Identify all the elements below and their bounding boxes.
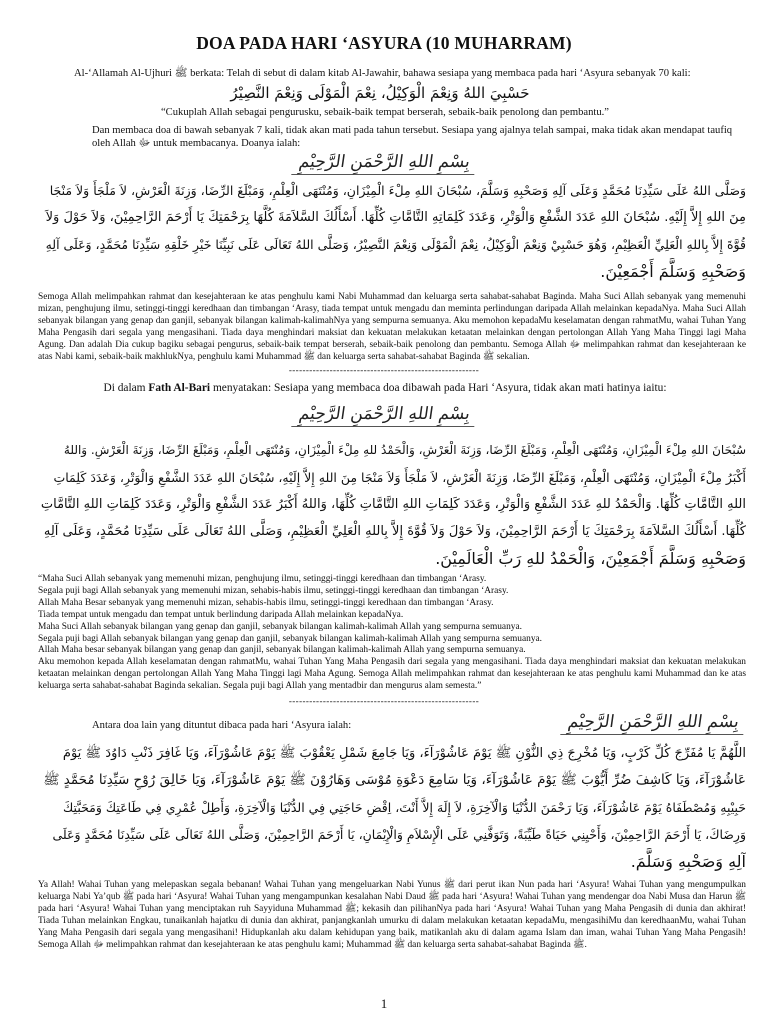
bismillah-text: بِسْمِ اللهِ الرَّحْمَنِ الرَّحِيْمِ: [560, 710, 746, 735]
bismillah-text: بِسْمِ اللهِ الرَّحْمَنِ الرَّحِيْمِ: [291, 150, 477, 175]
doa-2-line: اللهِ التَّامَّاتِ كُلِّهَا. وَالْحَمْدُ للهِ عَدَدَ الشَّفْعِ وَالْوَتْرِ، وَعَدَدَ كَلِمَاتِ اللهِ التَّامَّاتِ كُلِّهَا، وَاللهُ أَكْبَرُ عَدَدَ الشَّفْعِ وَالْوَتْرِ، وَعَدَدَ كَلِمَاتِ اللهِ التَّامَّاتِ: [40, 497, 746, 512]
doa-3-translation: Ya Allah! Wahai Tuhan yang melepaskan segala bebanan! Wahai Tuhan yang mengeluarkan Nabi Yunus ﷺ dari perut ikan Nun pada hari ‘Asyura! Wahai Tuhan yang mengumpulkan keluarga Nabi Ya’qub ﷺ pada hari ‘Asyura! Wahai Tuhan yang mengampunkan kesalahan Nabi Daud ﷺ pada hari ‘Asyura! Wahai Tuhan yang mendengar doa Nabi Musa dan Harun ﷺ pada hari ‘Asyura! Wahai Tuhan yang menciptakan ruh Sayyiduna Muhammad ﷺ; kekasih dan pilihanNya pada hari ‘Asyura! Wahai Tuhan yang Maha Pengasih di dunia dan akhirat! Tiada Tuhan melainkan Engkau, tunaikanlah hajatku di dunia dan akhirat, panjangkanlah umurku di dalam melakukan ketaatan kepadaMu, mengasihiMu dan keredhaanMu, wahai Tuhan Yang Maha Pengasih dari segala yang mengasihani! Hidupkanlah aku dalam kehidupan yang baik, matikanlah aku di dalam agama Islam dan iman, wahai Tuhan Yang Maha Pengasih! Semoga Allah ﷻ melimpahkan rahmat dan kesejahteraan ke atas penghulu kami; Muhammad ﷺ dan keluarga serta sahabat-sahabat Baginda ﷺ.: [38, 880, 747, 950]
bismillah-calligraphy-2: [284, 402, 484, 427]
bismillah-calligraphy-1: [284, 150, 484, 175]
page-title: DOA PADA HARI ‘ASYURA (10 MUHARRAM): [196, 33, 572, 53]
fath-book-title: Fath Al-Bari: [148, 382, 211, 394]
doa-3-arabic: [38, 740, 746, 875]
translation-line: “Maha Suci Allah sebanyak yang memenuhi mizan, penghujung ilmu, setinggi-tinggi keredhaan dan timbangan ‘Arasy.: [38, 574, 487, 584]
antara-paragraph: Antara doa lain yang dituntut dibaca pada hari ‘Asyura ialah:: [92, 720, 352, 731]
doa-2-line: وَصَحْبِهِ وَسَلَّمَ أَجْمَعِيْنَ، وَالْحَمْدُ للهِ رَبِّ الْعَالَمِيْنَ.: [435, 549, 746, 568]
divider-1: --------------------------------------------------------: [288, 365, 480, 375]
fath-paragraph: [40, 382, 730, 395]
doa-1-line: وَصَحْبِهِ وَسَلَّمَ أَجْمَعِيْنَ.: [600, 262, 746, 281]
seven-times-paragraph: Dan membaca doa di bawah sebanyak 7 kali, tidak akan mati pada tahun tersebut. Sesiapa yang ajalnya telah sampai, maka tidak akan mendapat taufiq oleh Allah ﷻ untuk membacanya. Doanya ialah:: [92, 125, 733, 150]
translation-line: Segala puji bagi Allah sebanyak bilangan yang genap dan ganjil, sebanyak bilangan kalimah-kalimah Allah yang sempurna semuanya.: [38, 633, 543, 644]
doa-1-line: وَصَلَّى اللهُ عَلَى سَيِّدِنَا مُحَمَّدٍ وَعَلَى آلِهِ وَصَحْبِهِ وَسَلَّمَ، سُبْحَانَ اللهِ مِلْءَ الْمِيْزَانِ، وَمُنْتَهَى الْعِلْمِ، وَمَبْلَغَ الرِّضَا، وَزِنَةَ الْعَرْشِ، لاَ مَلْجَأَ وَلاَ مَنْجَا: [49, 183, 746, 198]
divider-2: --------------------------------------------------------: [288, 696, 480, 706]
doa-2-line: كُلِّهَا. أَسْأَلُكَ السَّلاَمَةَ بِرَحْمَتِكَ يَا أَرْحَمَ الرَّاحِمِيْنَ، وَلاَ حَوْلَ وَلاَ قُوَّةَ إِلاَّ بِاللهِ الْعَلِيِّ الْعَظِيْمِ، وَصَلَّى اللهُ تَعَالَى عَلَى سَيِّدِنَا مُحَمَّدٍ، وَعَلَى آلِهِ: [43, 524, 746, 539]
translation-line: Maha Suci Allah sebanyak bilangan yang genap dan ganjil, sebanyak bilangan kalimah-kalimah Allah yang sempurna semuanya.: [38, 621, 522, 632]
doa-2-line: أَكْبَرُ مِلْءَ الْمِيْزَانِ، وَمُنْتَهَى الْعِلْمِ، وَمَبْلَغَ الرِّضَا، وَزِنَةَ الْعَرْشِ، لاَ مَلْجَأَ وَلاَ مَنْجَا مِنَ اللهِ إِلاَّ إِلَيْهِ، سُبْحَانَ اللهِ عَدَدَ الشَّفْعِ وَالْوَتْرِ، وَعَدَدَ كَلِمَاتِ: [53, 470, 746, 485]
doa-3-line: اللَّهُمَّ يَا مُفَرِّجَ كُلِّ كَرْبٍ، وَيَا مُخْرِجَ ذِي النُّوْنِ ﷺ يَوْمَ عَاشُوْرَآءَ، وَيَا جَامِعَ شَمْلِ يَعْقُوْبَ ﷺ يَوْمَ عَاشُوْرَآءَ، وَيَا غَافِرَ ذَنْبِ دَاوُدَ ﷺ يَوْمَ: [62, 746, 746, 761]
doa-2-translation: [38, 574, 746, 657]
fath-rest: menyatakan: Sesiapa yang membaca doa dibawah pada Hari ‘Asyura, tidak akan mati hatinya iaitu:: [210, 382, 667, 394]
doa-1-line: قُوَّةَ إِلاَّ بِاللهِ الْعَلِيِّ الْعَظِيْمِ، وَهُوَ حَسْبِيْ وَنِعْمَ الْوَكِيْلُ، نِعْمَ الْمَوْلَى وَنِعْمَ النَّصِيْرُ، وَصَلَّى اللهُ تَعَالَى عَلَى نَبِيِّنَا خَيْرِ خَلْقِهِ سَيِّدِنَا مُحَمَّدٍ، وَعَلَى آلِهِ: [45, 237, 746, 252]
page-number: 1: [380, 996, 388, 1011]
doa-3-line: عَاشُوْرَآءَ، وَيَا كَاشِفَ ضُرِّ أَيُّوْبَ ﷺ يَوْمَ عَاشُوْرَآءَ، وَيَا سَامِعَ دَعْوَةِ مُوْسَى وَهَارُوْنَ ﷺ يَوْمَ عَاشُوْرَآءَ، وَيَا خَالِقَ رُوْحِ سَيِّدِنَا مُحَمَّدٍ ﷺ: [43, 772, 746, 788]
hasbi-arabic: حَسْبِيَ اللهُ وَنِعْمَ الْوَكِيْلُ، نِعْمَ الْمَوْلَى وَنِعْمَ النَّصِيْرُ: [230, 84, 530, 102]
doa-1-line: مِنَ اللهِ إِلاَّ إِلَيْهِ. سُبْحَانَ اللهِ عَدَدَ الشَّفْعِ وَالْوَتْرِ، وَعَدَدَ كَلِمَاتِهِ التَّامَّاتِ كُلِّهَا. أَسْأَلُكَ السَّلاَمَةَ كُلَّهَا بِرَحْمَتِكَ يَا أَرْحَمَ الرَّاحِمِيْنَ، وَلاَ حَوْلَ وَلاَ: [45, 210, 746, 225]
doa-2-translation-tail: Aku memohon kepada Allah keselamatan dengan rahmatMu, wahai Tuhan Yang Maha Pengasih dari segala yang mengasihani. Tiada daya menghindari maksiat dan kekuatan melakukan ketaatan melainkan dengan pertolongan Allah Yang Maha Tinggi lagi Maha Agung. Semoga Allah melimpahkan rahmat dan kesejahteraan ke atas penghulu kami Muhammad dan ke atas keluarga serta sahabat-sahabat Baginda sekalian. Segala puji bagi Allah yang mentadbir dan mengurus alam semesta.”: [38, 657, 746, 691]
hasbi-translation: “Cukuplah Allah sebagai pengurusku, sebaik-baik tempat berserah, sebaik-baik penolong dan pembantu.”: [160, 107, 610, 118]
translation-line: Tiada tempat untuk mengadu dan tempat untuk berlindung daripada Allah melainkan kepadaNya.: [38, 609, 404, 620]
doa-2-arabic: [38, 437, 746, 572]
doa-3-line: حَبِيْبِهِ وَمُصْطَفَاهُ يَوْمَ عَاشُوْرَآءَ، وَيَا رَحْمَنَ الدُّنْيَا وَالْآخِرَةِ، لاَ إِلَهَ إِلاَّ أَنْتَ، اِقْضِ حَاجَتِي فِي الدُّنْيَا وَالْآخِرَةِ، وَأَطِلْ عُمْرِي فِي طَاعَتِكَ وَمَحَبَّتِكَ: [63, 800, 746, 815]
doa-3-line: وَرِضَاكَ، يَا أَرْحَمَ الرَّاحِمِيْنَ، وَأَحْيِنِي حَيَاةً طَيِّبَةً، وَتَوَفَّنِي عَلَى الْإِسْلاَمِ وَالْإِيْمَانِ، يَا أَرْحَمَ الرَّاحِمِيْنَ، وَصَلَّى اللهُ تَعَالَى عَلَى سَيِّدِنَا مُحَمَّدٍ وَعَلَى: [52, 827, 746, 842]
translation-line: Allah Maha besar sebanyak bilangan yang genap dan ganjil, sebanyak bilangan kalimah-kalimah Allah yang sempurna semuanya.: [38, 645, 526, 656]
doa-1-arabic: [38, 177, 746, 285]
fath-prefix: Di dalam: [103, 382, 149, 394]
intro-paragraph: Al-‘Allamah Al-Ujhuri ﷺ berkata: Telah di sebut di dalam kitab Al-Jawahir, bahawa sesiapa yang membaca pada hari ‘Asyura sebanyak 70 kali:: [74, 68, 691, 79]
translation-line: Allah Maha Besar sebanyak yang memenuhi mizan, sehabis-habis ilmu, setinggi-tinggi keredhaan dan timbangan ‘Arasy.: [38, 597, 494, 608]
translation-line: Segala puji bagi Allah sebanyak yang memenuhi mizan, sehabis-habis ilmu, setinggi-tinggi keredhaan dan timbangan ‘Arasy.: [38, 585, 509, 596]
doa-1-translation: Semoga Allah melimpahkan rahmat dan kesejahteraan ke atas penghulu kami Nabi Muhammad dan keluarga serta sahabat-sahabat Baginda. Maha Suci Allah sebanyak yang memenuhi mizan, penghujung ilmu, setinggi-tinggi keredhaan dan timbangan ‘Arasy, tiada tempat untuk mengadu dan meminta perlindungan daripada Allah melainkan kepadaNya. Maha Suci Allah sebanyak bilangan yang genap dan ganjil, sebanyak bilangan kalimah-kalimahNya yang sempurna semuanya. Aku memohon kepadaMu keselamatan dengan rahmatMu, wahai Tuhan Yang Maha Pengasih dari segala yang mengasihani. Tiada daya menghindari maksiat dan kekuatan melakukan ketaatan melainkan dengan pertolongan Allah Yang Maha Tinggi lagi Maha Agung. Dan adalah Dia cukup bagiku sebagai pengurus, sebaik-baik tempat berserah, sebaik-baik penolong dan pembantu. Semoga Allah ﷻ melimpahkan rahmat dan kesejahteraan ke atas Nabi kami, sebaik-baik makhlukNya, penghulu kami Muhammad ﷺ dan keluarga serta sahabat-sahabat Baginda ﷺ sekalian.: [38, 292, 746, 362]
doa-3-line: آلِهِ وَصَحْبِهِ وَسَلَّمَ.: [630, 852, 746, 871]
bismillah-calligraphy-3: [560, 710, 746, 735]
doa-2-line: سُبْحَانَ اللهِ مِلْءَ الْمِيْزَانِ، وَمُنْتَهَى الْعِلْمِ، وَمَبْلَغَ الرِّضَا، وَزِنَةَ الْعَرْشِ، وَالْحَمْدُ للهِ مِلْءَ الْمِيْزَانِ، وَمُنْتَهَى الْعِلْمِ، وَمَبْلَغَ الرِّضَا، وَزِنَةَ الْعَرْشِ. وَاللهُ: [63, 443, 746, 457]
bismillah-text: بِسْمِ اللهِ الرَّحْمَنِ الرَّحِيْمِ: [291, 402, 477, 427]
